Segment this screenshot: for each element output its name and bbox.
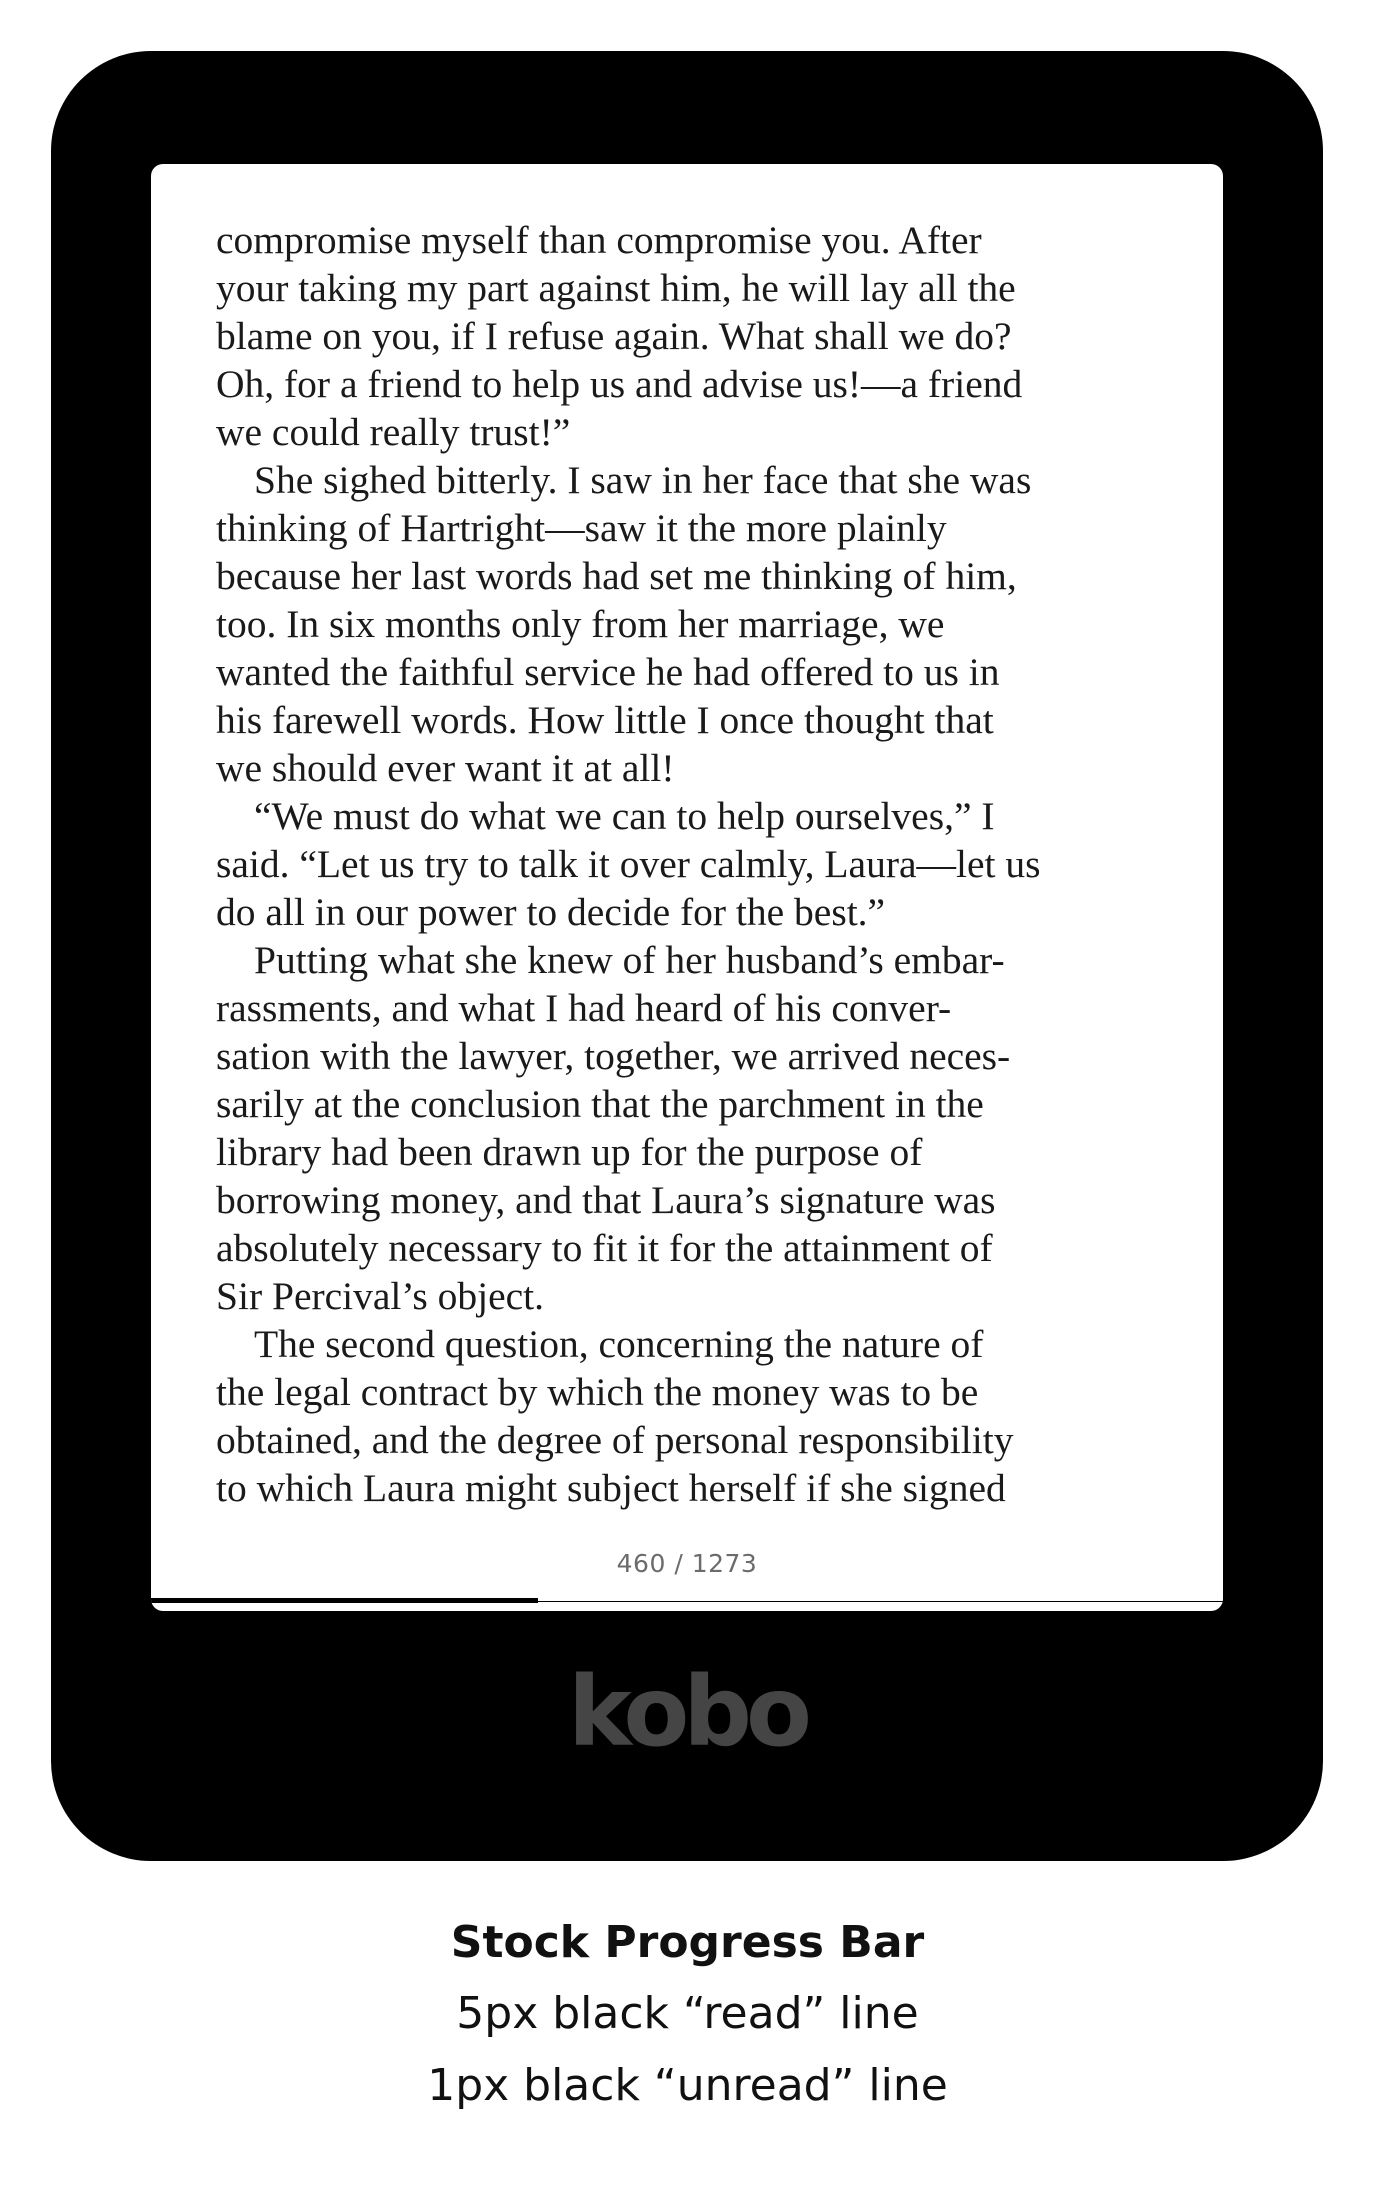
text-line: Oh, for a friend to help us and advise us!—a friend <box>216 362 1023 406</box>
text-line: wanted the faithful service he had offered to us in <box>216 650 1000 694</box>
book-page-text <box>216 216 1176 1512</box>
text-line: “We must do what we can to help ourselves,” I <box>254 794 995 838</box>
text-line: to which Laura might subject herself if she signed <box>216 1466 1006 1510</box>
kobo-logo: kobo <box>568 1656 806 1768</box>
text-line: we should ever want it at all! <box>216 746 675 790</box>
text-line: rassments, and what I had heard of his conver- <box>216 986 952 1030</box>
reading-progress-bar <box>151 1598 1223 1604</box>
text-line: said. “Let us try to talk it over calmly, Laura—let us <box>216 842 1041 886</box>
caption <box>0 1908 1375 2122</box>
page-counter: 460 / 1273 <box>616 1549 758 1578</box>
text-line: obtained, and the degree of personal responsibility <box>216 1418 1014 1462</box>
text-line: blame on you, if I refuse again. What shall we do? <box>216 314 1012 358</box>
text-line: do all in our power to decide for the best.” <box>216 890 886 934</box>
progress-read-line <box>151 1598 538 1603</box>
text-line: compromise myself than compromise you. After <box>216 218 982 262</box>
caption-unread-line-desc: 1px black “unread” line <box>427 2060 948 2111</box>
text-line: the legal contract by which the money was to be <box>216 1370 979 1414</box>
text-line: borrowing money, and that Laura’s signature was <box>216 1178 996 1222</box>
text-line: library had been drawn up for the purpose of <box>216 1130 923 1174</box>
text-line: your taking my part against him, he will lay all the <box>216 266 1016 310</box>
text-line: Putting what she knew of her husband’s embar- <box>254 938 1005 982</box>
text-line: his farewell words. How little I once thought that <box>216 698 994 742</box>
text-line: too. In six months only from her marriage, we <box>216 602 945 646</box>
text-line: The second question, concerning the nature of <box>254 1322 984 1366</box>
text-line: sarily at the conclusion that the parchment in the <box>216 1082 984 1126</box>
caption-title: Stock Progress Bar <box>450 1917 925 1968</box>
text-line: because her last words had set me thinking of him, <box>216 554 1017 598</box>
text-line: Sir Percival’s object. <box>216 1274 544 1318</box>
text-line: we could really trust!” <box>216 410 571 454</box>
text-line: absolutely necessary to fit it for the attainment of <box>216 1226 993 1270</box>
text-line: thinking of Hartright—saw it the more plainly <box>216 506 947 550</box>
reader-screen[interactable] <box>151 164 1223 1611</box>
text-line: sation with the lawyer, together, we arrived neces- <box>216 1034 1011 1078</box>
ereader-device <box>51 51 1323 1861</box>
text-line: She sighed bitterly. I saw in her face that she was <box>254 458 1032 502</box>
caption-read-line-desc: 5px black “read” line <box>456 1988 919 2039</box>
